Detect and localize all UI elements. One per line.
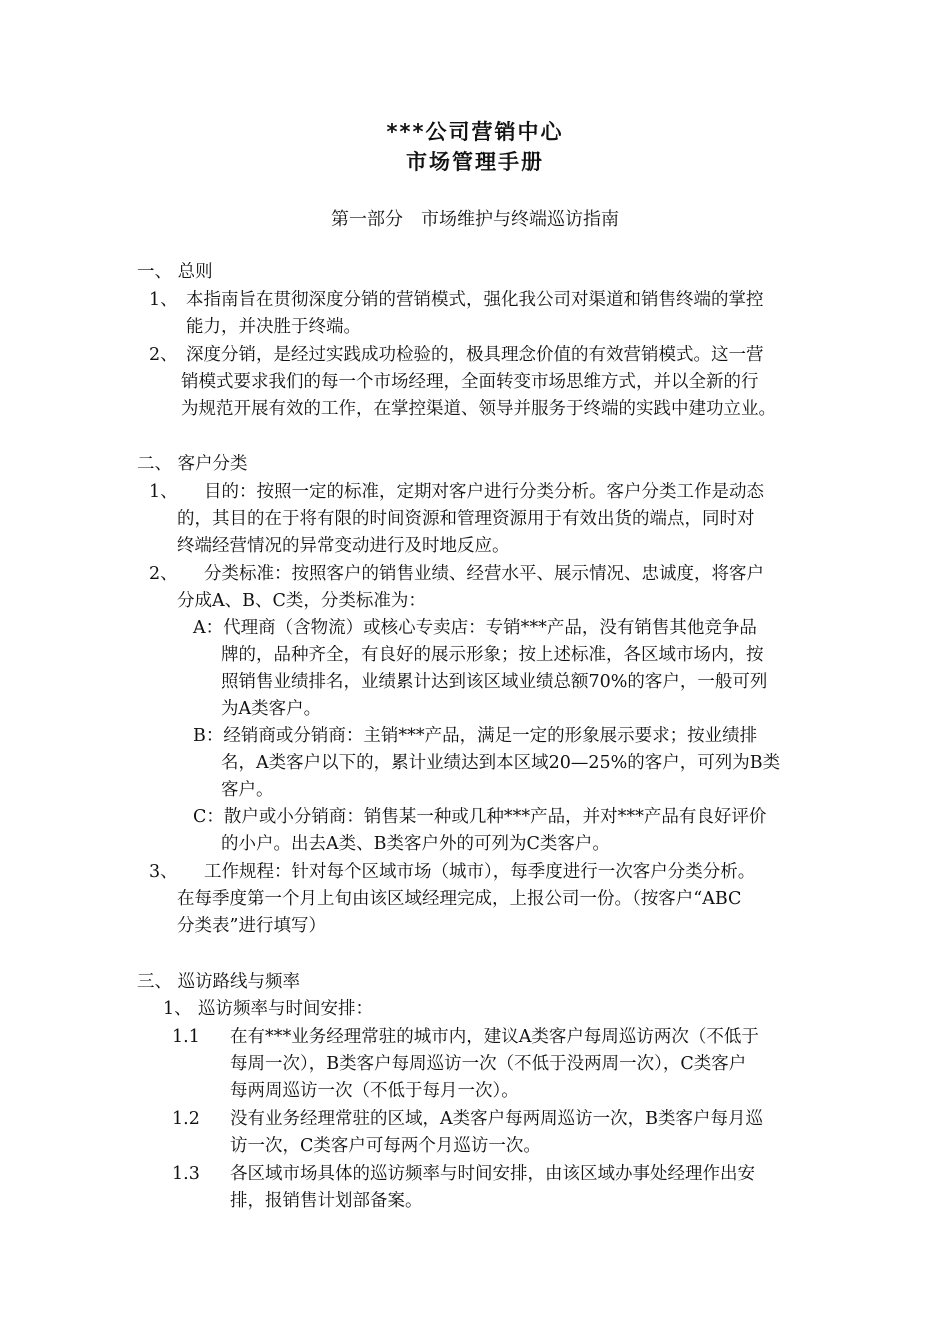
part-title: 第一部分 市场维护与终端巡访指南 xyxy=(331,209,619,230)
class-b-line: 客户。 xyxy=(221,780,274,800)
paragraph-line: 终端经营情况的异常变动进行及时地反应。 xyxy=(177,536,510,556)
class-a-line: 为A类客户。 xyxy=(221,699,322,719)
section-heading: 一、 总则 xyxy=(137,262,213,282)
item-number: 3、 xyxy=(149,862,178,882)
class-b-line: 名，A类客户以下的，累计业绩达到本区域20—25%的客户，可列为B类 xyxy=(221,753,781,773)
class-a-line: A：代理商（含物流）或核心专卖店：专销***产品，没有销售其他竞争品 xyxy=(193,618,757,638)
paragraph-line: 分类表”进行填写） xyxy=(177,916,326,936)
class-a-line: 照销售业绩排名，业绩累计达到该区域业绩总额70%的客户，一般可列 xyxy=(221,672,768,692)
section-heading: 三、 巡访路线与频率 xyxy=(137,972,301,992)
class-c-line: 的小户。出去A类、B类客户外的可列为C类客户。 xyxy=(221,834,610,854)
paragraph-line: 没有业务经理常驻的区域，A类客户每两周巡访一次，B类客户每月巡 xyxy=(230,1109,763,1129)
item-number: 2、 xyxy=(149,564,178,584)
document-title: ***公司营销中心 xyxy=(386,120,564,144)
sub-item-number: 1.1 xyxy=(172,1027,200,1047)
item-number: 1、 xyxy=(149,290,178,310)
paragraph-line: 在有***业务经理常驻的城市内，建议A类客户每周巡访两次（不低于 xyxy=(230,1027,759,1047)
paragraph-line: 在每季度第一个月上旬由该区域经理完成，上报公司一份。（按客户“ABC xyxy=(177,889,742,909)
class-a-line: 牌的，品种齐全，有良好的展示形象；按上述标准，各区域市场内，按 xyxy=(221,645,764,665)
paragraph-line: 为规范开展有效的工作，在掌控渠道、领导并服务于终端的实践中建功立业。 xyxy=(181,399,776,419)
item-number: 2、 xyxy=(149,345,178,365)
paragraph-line: 每两周巡访一次（不低于每月一次）。 xyxy=(230,1081,519,1101)
section-heading: 二、 客户分类 xyxy=(137,454,248,474)
paragraph-line: 销模式要求我们的每一个市场经理，全面转变市场思维方式，并以全新的行 xyxy=(181,372,759,392)
paragraph-line: 各区域市场具体的巡访频率与时间安排，由该区域办事处经理作出安 xyxy=(230,1164,755,1184)
paragraph-line: 工作规程：针对每个区域市场（城市），每季度进行一次客户分类分析。 xyxy=(204,862,756,882)
document-subtitle: 市场管理手册 xyxy=(406,150,544,174)
class-b-line: B：经销商或分销商：主销***产品，满足一定的形象展示要求；按业绩排 xyxy=(193,726,758,746)
sub-item-number: 1.2 xyxy=(172,1109,200,1129)
sub-item-number: 1.3 xyxy=(172,1164,200,1184)
item-title: 巡访频率与时间安排： xyxy=(198,999,373,1019)
paragraph-line: 分类标准：按照客户的销售业绩、经营水平、展示情况、忠诚度，将客户 xyxy=(204,564,764,584)
class-c-line: C：散户或小分销商：销售某一种或几种***产品，并对***产品有良好评价 xyxy=(193,807,767,827)
paragraph-line: 排，报销售计划部备案。 xyxy=(230,1191,423,1211)
paragraph-line: 本指南旨在贯彻深度分销的营销模式，强化我公司对渠道和销售终端的掌控 xyxy=(186,290,764,310)
paragraph-line: 深度分销，是经过实践成功检验的，极具理念价值的有效营销模式。这一营 xyxy=(186,345,764,365)
paragraph-line: 的，其目的在于将有限的时间资源和管理资源用于有效出货的端点，同时对 xyxy=(177,509,755,529)
paragraph-line: 分成A、B、C类，分类标准为： xyxy=(177,591,426,611)
paragraph-line: 每周一次），B类客户每周巡访一次（不低于没两周一次），C类客户 xyxy=(230,1054,747,1074)
item-number: 1、 xyxy=(163,999,192,1019)
paragraph-line: 目的：按照一定的标准，定期对客户进行分类分析。客户分类工作是动态 xyxy=(204,482,764,502)
item-number: 1、 xyxy=(149,482,178,502)
paragraph-line: 访一次，C类客户可每两个月巡访一次。 xyxy=(230,1136,541,1156)
paragraph-line: 能力，并决胜于终端。 xyxy=(186,317,361,337)
